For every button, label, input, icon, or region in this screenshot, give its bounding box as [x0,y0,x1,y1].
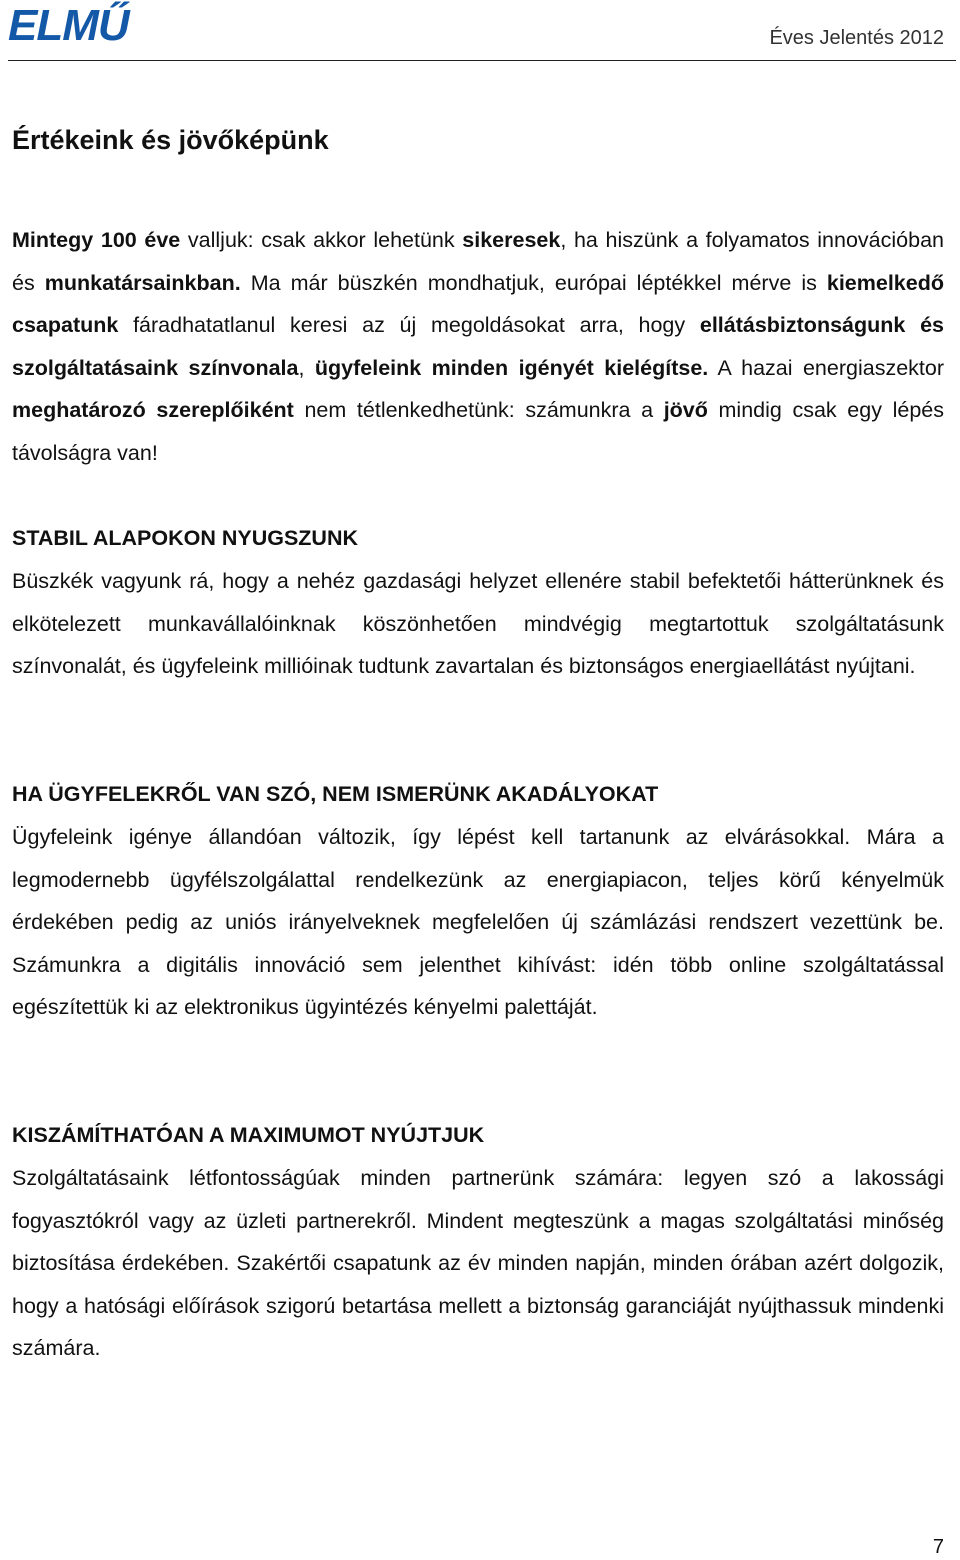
intro-emphasis: sikeresek [462,228,561,252]
intro-emphasis: meghatározó szereplőiként [12,398,294,423]
intro-emphasis: ügyfeleink minden igényét kielégítse. [314,355,709,380]
section-body-stable: Büszkék vagyunk rá, hogy a nehéz gazdasági helyzet ellenére stabil befektetői hátterünknek és elkötelezett munkavállalóinknak köszönhetően mindvégig megtartottuk szolgáltatásunk színvonalát, és ügyfeleink millióinak tudtunk zavartalan és biztonságos energiaellátást nyújtani. [12,569,944,679]
section-title-maximum: KISZÁMÍTHATÓAN A MAXIMUMOT NYÚJTJUK [12,1123,485,1147]
intro-emphasis: jövő [663,398,708,423]
report-title: Éves Jelentés 2012 [769,27,944,49]
page-header [0,0,960,62]
section-body-customers: Ügyfeleink igénye állandóan változik, így lépést kell tartanunk az elvárásokkal. Mára a legmodernebb ügyfélszolgálattal rendelkezünk az energiapiacon, teljes körű kényelmük érdekében pedig az uniós irányelveknek megfelelően új számlázási rendszert vezettünk be. Számunkra a digitális innováció sem jelenthet kihívást: idén több online szolgáltatással egészítettük ki az elektronikus ügyintézés kényelmi palettáját. [12,825,944,1020]
intro-emphasis: ellátásbiztonságunk és szolgáltatásaink színvonala [12,313,944,380]
intro-text: fáradhatatlanul keresi az új megoldásokat arra, hogy [118,313,700,338]
intro-text: , ha hiszünk a folyamatos innovációban és [12,228,944,295]
intro-emphasis: kiemelkedő csapatunk [12,270,944,338]
intro-text: A hazai energiaszektor [708,355,944,380]
section-body-maximum: Szolgáltatásaink létfontosságúak minden partnerünk számára: legyen szó a lakossági fogyasztókról vagy az üzleti partnerekről. Mindent megteszünk a magas szolgáltatási minőség biztosítása érdekében. Szakértői csapatunk az év minden napján, minden órában azért dolgozik, hogy a hatósági előírások szigorú betartása mellett a biztonság garanciáját nyújthassuk mindenki számára. [12,1166,944,1361]
section-title-stable: STABIL ALAPOKON NYUGSZUNK [12,526,358,550]
intro-text: Ma már büszkén mondhatjuk, európai léptékkel mérve is [240,270,827,295]
intro-text: nem tétlenkedhetünk: számunkra a [293,398,664,423]
intro-emphasis: munkatársainkban. [44,270,241,295]
intro-emphasis: Mintegy 100 éve [12,228,181,252]
intro-text: valljuk: csak akkor lehetünk [180,228,463,252]
intro-paragraph [12,219,944,475]
page-title: Értékeink és jövőképünk [12,125,329,155]
intro-text: , [298,355,315,380]
page-number: 7 [932,1536,944,1558]
header-divider [8,60,956,61]
intro-text: mindig csak egy lépés távolságra van! [12,398,944,465]
company-logo: ELMŰ [8,1,129,50]
section-title-customers: HA ÜGYFELEKRŐL VAN SZÓ, NEM ISMERÜNK AKADÁLYOKAT [12,782,659,806]
